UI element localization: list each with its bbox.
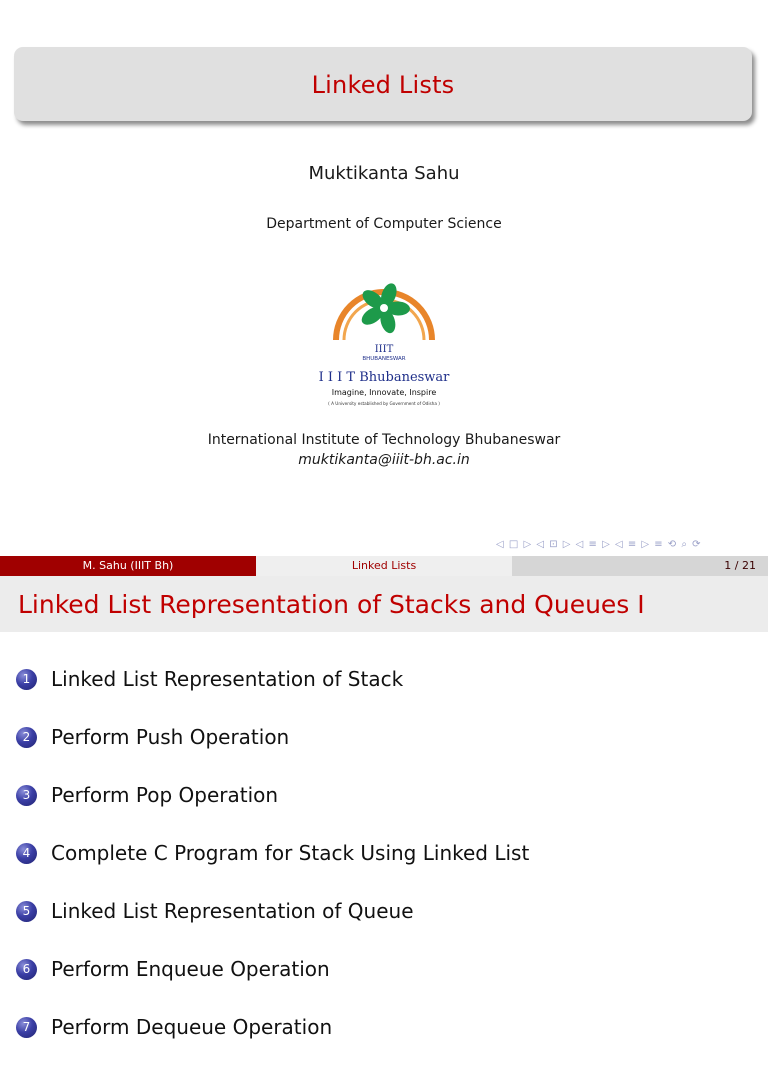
logo-note: ( A University established by Government of Odisha )	[328, 401, 440, 406]
logo-tagline: Imagine, Innovate, Inspire	[331, 388, 437, 397]
title-box	[14, 47, 752, 121]
list-item-text: Perform Push Operation	[51, 725, 290, 749]
number-ball-icon: 6	[16, 959, 37, 980]
number-ball-icon: 4	[16, 843, 37, 864]
beamer-navigation-icons[interactable]: ◁ □ ▷ ◁ ⊡ ▷ ◁ ≡ ▷ ◁ ≡ ▷ ≡ ⟲ ⌕ ⟳	[496, 539, 702, 550]
slide-footer	[0, 556, 768, 576]
footer-title: Linked Lists	[256, 556, 512, 576]
logo-mark-text: IIIT	[374, 344, 394, 355]
list-item-text: Complete C Program for Stack Using Linked List	[51, 841, 530, 865]
logo-name: I I I T Bhubaneswar	[318, 370, 450, 385]
author-email: muktikanta@iiit-bh.ac.in	[298, 452, 470, 468]
department: Department of Computer Science	[266, 216, 502, 232]
frame-title: Linked List Representation of Stacks and Queues I	[18, 590, 645, 619]
institute-name: International Institute of Technology Bhubaneswar	[207, 432, 561, 448]
footer-author: M. Sahu (IIIT Bh)	[0, 556, 256, 576]
number-ball-icon: 1	[16, 669, 37, 690]
contents-slide	[0, 576, 768, 1039]
number-ball-icon: 2	[16, 727, 37, 748]
iiit-bhubaneswar-logo-icon	[306, 254, 462, 410]
author-name: Muktikanta Sahu	[308, 163, 460, 184]
list-item-text: Perform Enqueue Operation	[51, 957, 330, 981]
logo-mark-subtext: BHUBANESWAR	[362, 356, 406, 362]
list-item-text: Perform Dequeue Operation	[51, 1015, 333, 1039]
footer-page-number: 1 / 21	[724, 559, 756, 572]
list-item-text: Linked List Representation of Stack	[51, 667, 404, 691]
number-ball-icon: 7	[16, 1017, 37, 1038]
number-ball-icon: 3	[16, 785, 37, 806]
frame-title-bar	[0, 576, 768, 632]
footer-page-box	[512, 556, 768, 576]
list-item-text: Perform Pop Operation	[51, 783, 279, 807]
number-ball-icon: 5	[16, 901, 37, 922]
list-item-text: Linked List Representation of Queue	[51, 899, 414, 923]
slide-title: Linked Lists	[311, 71, 455, 99]
